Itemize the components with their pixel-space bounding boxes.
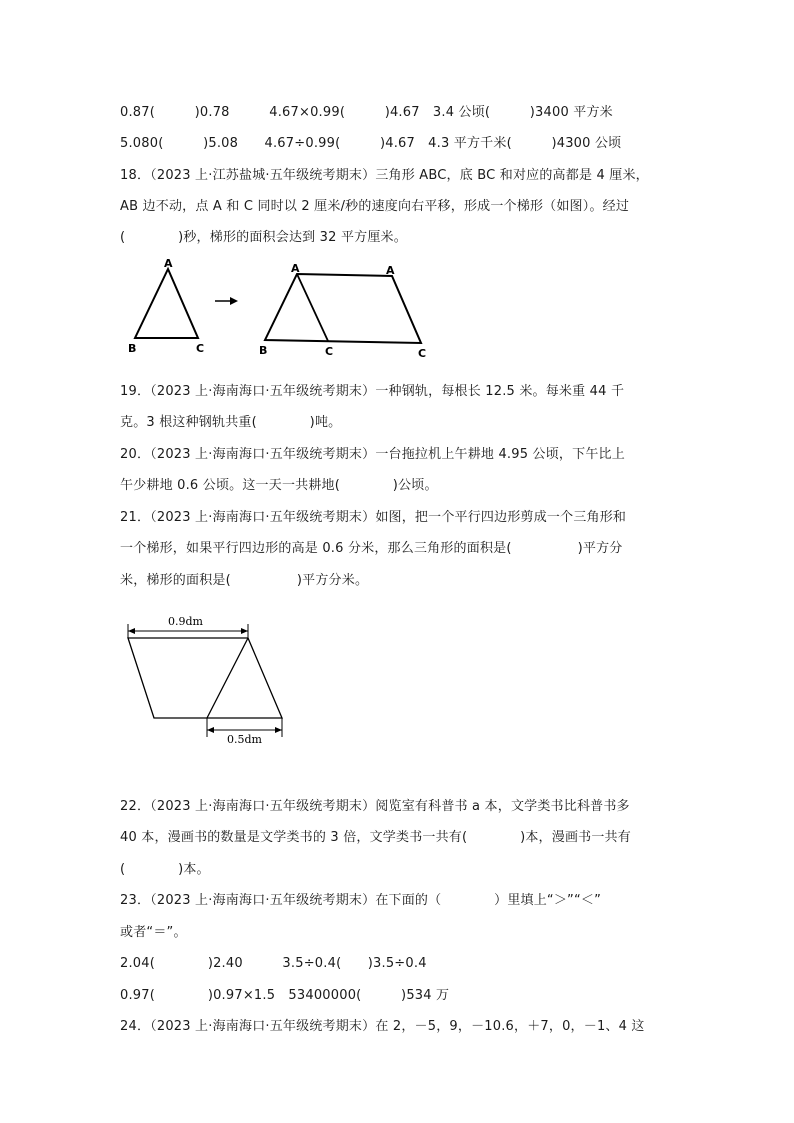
top-dim-arrow-left xyxy=(128,628,135,634)
text-line-5: ( )秒，梯形的面积会达到 32 平方厘米。 xyxy=(120,230,407,245)
label-c-trapezoid-right: C xyxy=(418,347,427,360)
text-line-16: 23．（2023 上·海南海口·五年级统考期末）在下面的（ ）里填上“＞”“＜” xyxy=(120,893,602,908)
label-c-trapezoid-mid: C xyxy=(325,345,334,358)
label-b-trapezoid: B xyxy=(259,344,268,357)
text-line-7: 克。3 根这种钢轨共重( )吨。 xyxy=(120,415,342,430)
text-line-3: 18．（2023 上·江苏盐城·五年级统考期末）三角形 ABC，底 BC 和对应的高都是 4 厘米， xyxy=(120,168,649,183)
label-a-trapezoid-left: A xyxy=(291,262,300,275)
text-line-18: 2.04( )2.40 3.5÷0.4( )3.5÷0.4 xyxy=(120,956,427,971)
label-c-triangle: C xyxy=(196,342,205,355)
triangle-trapezoid-figure xyxy=(120,255,440,365)
text-line-13: 22．（2023 上·海南海口·五年级统考期末）阅览室有科普书 a 本，文学类书比科普书多 xyxy=(120,799,630,814)
text-line-15: ( )本。 xyxy=(120,862,210,877)
text-line-10: 21．（2023 上·海南海口·五年级统考期末）如图，把一个平行四边形剪成一个三角形和 xyxy=(120,510,627,525)
parallelogram xyxy=(128,638,282,718)
trapezoid-diagonal xyxy=(297,274,328,341)
text-line-17: 或者“＝”。 xyxy=(120,925,187,940)
text-line-11: 一个梯形，如果平行四边形的高是 0.6 分米，那么三角形的面积是( )平方分 xyxy=(120,541,623,556)
triangle-abc xyxy=(135,269,198,338)
text-line-6: 19．（2023 上·海南海口·五年级统考期末）一种钢轨，每根长 12.5 米。每米重 44 千 xyxy=(120,384,625,399)
text-line-9: 午少耕地 0.6 公顷。这一天一共耕地( )公顷。 xyxy=(120,478,438,493)
bottom-dimension-label: 0.5dm xyxy=(227,733,262,746)
bottom-dim-arrow-right xyxy=(275,727,282,733)
cut-line xyxy=(207,638,248,718)
text-line-12: 米，梯形的面积是( )平方分米。 xyxy=(120,573,369,588)
text-line-1: 0.87( )0.78 4.67×0.99( )4.67 3.4 公顷( )3400 平方米 xyxy=(120,105,613,120)
text-line-4: AB 边不动，点 A 和 C 同时以 2 厘米/秒的速度向右平移，形成一个梯形（如图）。经过 xyxy=(120,199,630,214)
bottom-dim-arrow-left xyxy=(207,727,214,733)
text-line-20: 24．（2023 上·海南海口·五年级统考期末）在 2，－5，9，－10.6，＋7，0，－1、4 这 xyxy=(120,1019,645,1034)
text-line-14: 40 本，漫画书的数量是文学类书的 3 倍，文学类书一共有( )本，漫画书一共有 xyxy=(120,830,631,845)
text-line-8: 20．（2023 上·海南海口·五年级统考期末）一台拖拉机上午耕地 4.95 公顷，下午比上 xyxy=(120,447,625,462)
top-dimension-label: 0.9dm xyxy=(168,615,203,628)
label-a-trapezoid-right: A xyxy=(386,264,395,277)
top-dim-arrow-right xyxy=(241,628,248,634)
trapezoid xyxy=(265,274,421,343)
text-line-2: 5.080( )5.08 4.67÷0.99( )4.67 4.3 平方千米( )4300 公顷 xyxy=(120,136,622,151)
text-line-19: 0.97( )0.97×1.5 53400000( )534 万 xyxy=(120,988,450,1003)
label-b-triangle: B xyxy=(128,342,137,355)
parallelogram-figure xyxy=(120,610,300,745)
label-a-triangle: A xyxy=(164,257,173,270)
arrow-head xyxy=(230,297,238,305)
